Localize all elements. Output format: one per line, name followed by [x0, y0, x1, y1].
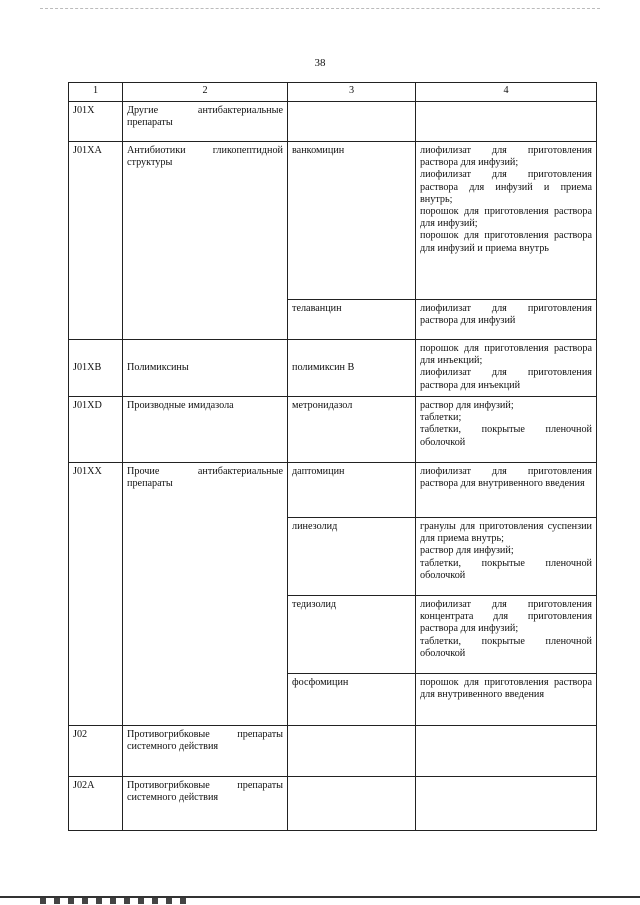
atc-code: J02A	[69, 777, 123, 831]
dosage-forms	[416, 102, 597, 142]
atc-group: Противогрибковые препараты системного действия	[123, 726, 288, 777]
table-row	[69, 142, 597, 300]
drug-name: тедизолид	[288, 596, 416, 674]
dosage-forms: раствор для инфузий; таблетки; таблетки, покрытые пленочной оболочкой	[416, 397, 597, 463]
scan-artifact-top-line	[40, 8, 600, 9]
table-row	[69, 397, 597, 463]
atc-group: Противогрибковые препараты системного действия	[123, 777, 288, 831]
column-header: 1	[69, 83, 123, 102]
column-header: 3	[288, 83, 416, 102]
drug-name: линезолид	[288, 518, 416, 596]
table-row	[69, 102, 597, 142]
table-row	[69, 340, 597, 397]
scan-artifact-bottom-edge	[0, 896, 640, 905]
atc-group: Другие антибактериальные препараты	[123, 102, 288, 142]
atc-code: J01XD	[69, 397, 123, 463]
drug-name	[288, 777, 416, 831]
drug-name	[288, 726, 416, 777]
atc-code: J01XB	[69, 340, 123, 397]
atc-code: J01XX	[69, 463, 123, 726]
table-row	[69, 777, 597, 831]
dosage-forms: лиофилизат для приготовления раствора для инфузий	[416, 300, 597, 340]
table-row	[69, 463, 597, 518]
drug-name	[288, 102, 416, 142]
dosage-forms: порошок для приготовления раствора для инъекций; лиофилизат для приготовления раствора для инъекций	[416, 340, 597, 397]
table-row	[69, 726, 597, 777]
scan-artifact-dots	[40, 898, 190, 904]
drug-name: полимиксин В	[288, 340, 416, 397]
drug-name: метронидазол	[288, 397, 416, 463]
dosage-forms	[416, 777, 597, 831]
table-header-row	[69, 83, 597, 102]
atc-code: J01XA	[69, 142, 123, 340]
drug-name: ванкомицин	[288, 142, 416, 300]
dosage-forms: порошок для приготовления раствора для внутривенного введения	[416, 674, 597, 726]
drug-name: телаванцин	[288, 300, 416, 340]
atc-group: Производные имидазола	[123, 397, 288, 463]
dosage-forms: лиофилизат для приготовления раствора для внутривенного введения	[416, 463, 597, 518]
dosage-forms: гранулы для приготовления суспензии для приема внутрь; раствор для инфузий; таблетки, покрытые пленочной оболочкой	[416, 518, 597, 596]
dosage-forms: лиофилизат для приготовления концентрата для приготовления раствора для инфузий; таблетки, покрытые пленочной оболочкой	[416, 596, 597, 674]
drug-name: даптомицин	[288, 463, 416, 518]
atc-code: J02	[69, 726, 123, 777]
atc-group: Антибиотики гликопептидной структуры	[123, 142, 288, 340]
drug-name: фосфомицин	[288, 674, 416, 726]
column-header: 2	[123, 83, 288, 102]
dosage-forms: лиофилизат для приготовления раствора для инфузий; лиофилизат для приготовления раствора для инфузий и приема внутрь; порошок для приготовления раствора для инфузий; порошок для приготовления раствора для инфузий и приема внутрь	[416, 142, 597, 300]
atc-group: Прочие антибактериальные препараты	[123, 463, 288, 726]
column-header: 4	[416, 83, 597, 102]
drug-table	[68, 82, 597, 831]
dosage-forms	[416, 726, 597, 777]
atc-group: Полимиксины	[123, 340, 288, 397]
atc-code: J01X	[69, 102, 123, 142]
page-number: 38	[314, 57, 326, 69]
